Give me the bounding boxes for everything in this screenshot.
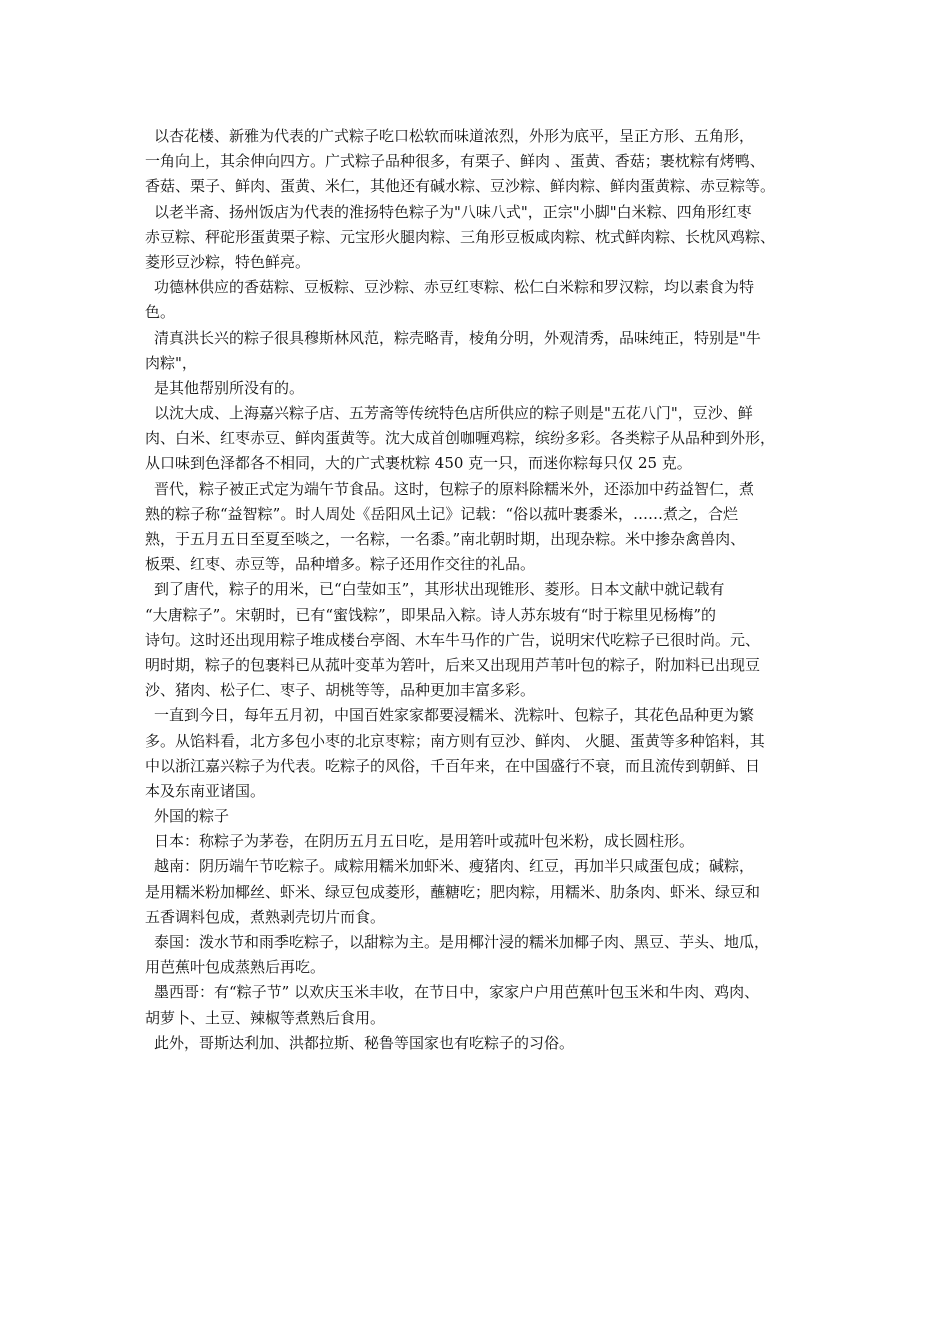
text-line: 外国的粽子 <box>154 807 230 826</box>
text-line: 是其他帮别所没有的。 <box>154 378 305 397</box>
text-line: 多。从馅料看，北方多包小枣的北京枣粽；南方则有豆沙、鲜肉、 火腿、蛋黄等多种馅料，其 <box>145 731 765 750</box>
text-line: 板栗、红枣、赤豆等，品种增多。粽子还用作交往的礼品。 <box>145 555 536 574</box>
text-line: 日本：称粽子为茅卷，在阴历五月五日吃，是用箬叶或菰叶包米粉，成长圆柱形。 <box>154 832 695 851</box>
text-line: 香菇、栗子、鲜肉、蛋黄、米仁，其他还有碱水粽、豆沙粽、鲜肉粽、鲜肉蛋黄粽、赤豆粽等。 <box>145 177 776 196</box>
text-line: “大唐粽子”。宋朝时，已有“蜜饯粽”，即果品入粽。诗人苏东坡有“时于粽里见杨梅”的 <box>145 605 717 624</box>
document-body <box>145 124 835 1056</box>
text-line: 菱形豆沙粽，特色鲜亮。 <box>145 252 311 271</box>
text-line: 以杏花楼、新雅为代表的广式粽子吃口松软而味道浓烈，外形为底平，呈正方形、五角形， <box>154 127 755 145</box>
text-line: 从口味到色泽都各不相同，大的广式裹枕粽 450 克一只，而迷你粽每只仅 25 克。 <box>145 454 692 473</box>
text-line: 中以浙江嘉兴粽子为代表。吃粽子的风俗，千百年来，在中国盛行不衰，而且流传到朝鲜、日 <box>145 756 761 775</box>
text-line: 色。 <box>145 303 176 322</box>
text-line: 诗句。这时还出现用粽子堆成楼台亭阁、木车牛马作的广告，说明宋代吃粽子已很时尚。元、 <box>145 630 761 649</box>
text-line: 以老半斋、扬州饭店为代表的淮扬特色粽子为"八味八式"，正宗"小脚"白米粽、四角形红枣 <box>154 202 752 221</box>
text-line: 一角向上，其余伸向四方。广式粽子品种很多，有栗子、鲜肉 、蛋黄、香菇；裹枕粽有烤鸭、 <box>145 152 765 171</box>
text-line: 用芭蕉叶包成蒸熟后再吃。 <box>145 958 326 977</box>
text-line: 一直到今日，每年五月初，中国百姓家家都要浸糯米、洗粽叶、包粽子，其花色品种更为繁 <box>154 706 755 725</box>
text-line: 是用糯米粉加椰丝、虾米、绿豆包成菱形，蘸糖吃；肥肉粽，用糯米、肋条肉、虾米、绿豆和 <box>145 882 761 901</box>
text-line: 以沈大成、上海嘉兴粽子店、五芳斋等传统特色店所供应的粽子则是"五花八门"，豆沙、鲜 <box>154 404 753 423</box>
text-line: 肉粽"， <box>145 353 197 372</box>
text-line: 胡萝卜、土豆、辣椒等煮熟后食用。 <box>145 1008 386 1027</box>
text-line: 沙、猪肉、松子仁、枣子、胡桃等等，品种更加丰富多彩。 <box>145 681 536 700</box>
text-line: 晋代，粽子被正式定为端午节食品。这时，包粽子的原料除糯米外，还添加中药益智仁，煮 <box>154 479 755 498</box>
text-line: 越南：阴历端午节吃粽子。咸粽用糯米加虾米、瘦猪肉、红豆，再加半只咸蛋包成；碱粽， <box>154 857 755 876</box>
text-line: 熟的粽子称“益智粽”。时人周处《岳阳风土记》记载：“俗以菰叶裹黍米，……煮之，合烂 <box>145 504 739 523</box>
text-line: 泰国：泼水节和雨季吃粽子，以甜粽为主。是用椰汁浸的糯米加椰子肉、黑豆、芋头、地瓜， <box>154 933 770 951</box>
text-line: 赤豆粽、秤砣形蛋黄栗子粽、元宝形火腿肉粽、三角形豆板咸肉粽、枕式鲜肉粽、长枕风鸡粽、 <box>145 227 776 246</box>
text-line: 清真洪长兴的粽子很具穆斯林风范，粽壳略青，棱角分明，外观清秀，品味纯正，特别是"牛 <box>154 328 761 347</box>
text-line: 五香调料包成，煮熟剥壳切片而食。 <box>145 907 386 926</box>
text-line: 到了唐代，粽子的用米，已“白莹如玉”，其形状出现锥形、菱形。日本文献中就记载有 <box>154 580 725 599</box>
text-line: 此外，哥斯达利加、洪都拉斯、秘鲁等国家也有吃粽子的习俗。 <box>154 1033 575 1052</box>
text-line: 功德林供应的香菇粽、豆板粽、豆沙粽、赤豆红枣粽、松仁白米粽和罗汉粽，均以素食为特 <box>154 278 755 297</box>
text-line: 明时期，粽子的包裹料已从菰叶变革为箬叶，后来又出现用芦苇叶包的粽子，附加料已出现豆 <box>145 655 761 674</box>
text-line: 熟，于五月五日至夏至啖之，一名粽，一名黍。”南北朝时期，出现杂粽。米中掺杂禽兽肉、 <box>145 530 746 548</box>
text-line: 本及东南亚诸国。 <box>145 781 266 800</box>
text-line: 肉、白米、红枣赤豆、鲜肉蛋黄等。沈大成首创咖喱鸡粽，缤纷多彩。各类粽子从品种到外形， <box>145 429 776 448</box>
text-line: 墨西哥：有“粽子节” 以欢庆玉米丰收，在节日中，家家户户用芭蕉叶包玉米和牛肉、鸡肉、 <box>154 983 760 1002</box>
